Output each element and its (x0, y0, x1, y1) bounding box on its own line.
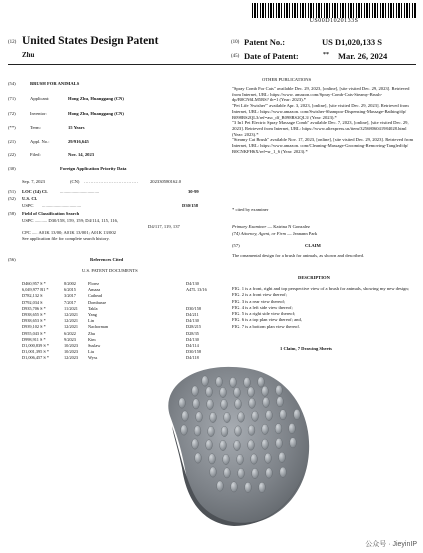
inventor-name: Zhu (22, 51, 35, 59)
reference-name: Takla (88, 305, 98, 311)
reference-name: Liu (88, 349, 94, 355)
publication-entry: "3 In1 Pet Electric Spray Massage Comb" available Dec. 7, 2023, [online], [site visited Dec. 29, 2023]. Retrieved from Internet, URL: https://www.aliexpress.us/item/3256806041984028.html (Year: 2023).* (232, 120, 409, 137)
attorney-label: (74) Attorney, Agent, or Firm (232, 231, 286, 236)
claim-count: 1 Claim, 7 Drawing Sheets (280, 346, 332, 351)
bristle (208, 426, 215, 436)
publication-entry: "Steamy Cat Brush" available Nov. 17, 2023, [online], [site visited Dec. 29, 2023]. Retrieved from Internet, URL: https://www.amazon. com/Cleaning-Massage-Grooming-Removing-Tangled/dp/ B0CNKFH6X/ref=sr_1_6 (Year: 2023).* (232, 137, 414, 154)
field-value: 29/916,645 (68, 139, 89, 144)
reference-date: 11/2021 (64, 305, 78, 311)
field-value: BRUSH FOR ANIMALS (30, 81, 80, 86)
examiner-name: — Katrina N Gonzalez (267, 224, 310, 229)
reference-num: D1,006,457 S * (22, 355, 49, 361)
reference-date: 7/2017 (64, 299, 76, 305)
field-row (8, 96, 124, 102)
reference-date: 9/2023 (64, 336, 76, 342)
reference-cls: D4/211 (186, 312, 199, 317)
reference-num: D955,043 S * (22, 330, 46, 336)
bristle (209, 454, 216, 464)
field-code: (72) (8, 111, 16, 116)
bristle (259, 482, 266, 492)
bristle (235, 426, 242, 436)
reference-name: Nachorman (88, 324, 109, 330)
bristle (202, 376, 209, 386)
bristle (224, 468, 231, 478)
loc-label: LOC (14) Cl. (22, 189, 48, 194)
reference-cls: D4/130 (186, 318, 199, 324)
reference-name: Amaza (88, 287, 101, 293)
bristle (224, 412, 231, 422)
examiner-line (232, 224, 310, 230)
bristle (223, 454, 230, 464)
search-line-4: See application file for complete search history. (22, 236, 110, 241)
patent-date: Mar. 26, 2024 (338, 51, 388, 61)
bristle (194, 426, 201, 436)
reference-date: 6/2022 (64, 330, 76, 336)
reference-name: Lin (88, 318, 94, 324)
field-row (8, 111, 124, 117)
reference-name: Zhu (88, 330, 95, 336)
search-line-2: D4/117, 119, 137 (148, 224, 180, 229)
uscl-dots: .................................. (42, 203, 82, 208)
search-line-1: USPC ........... D30/158, 159, 159; D4/114, 115, 116, (22, 218, 119, 223)
field-label: Appl. No.: (30, 139, 50, 144)
refs-subheading: U.S. PATENT DOCUMENTS (82, 268, 138, 273)
claim-code: (57) (232, 243, 240, 248)
attorney-line (232, 231, 317, 237)
field-code: (71) (8, 96, 16, 101)
publication-entry: "Pet Life 'Swisher'" available Apr. 3, 2023, [online], [site visited Dec. 29, 2023]. Retrieved from Internet, URL: https://www.amazon. com/Swisher-Shampoo-Dispensing-Massage-Bathing/dp/ B098RS2QL3/ref=asc_df_B098RS2QL3/ (Year: 2023).* (232, 103, 409, 120)
priority-dots: ................................. (84, 179, 139, 184)
reference-date: 12/2021 (64, 312, 79, 317)
reference-num: D938,653 S * (22, 318, 46, 324)
reference-cls: D4/130 (186, 336, 199, 342)
bristle (238, 468, 245, 478)
bristle (237, 454, 244, 464)
field-label: Term: (30, 125, 41, 130)
reference-date: 10/2023 (64, 349, 79, 355)
bristle (193, 399, 200, 409)
bristle (206, 387, 213, 397)
uscl-sub: USPC (22, 203, 34, 208)
reference-num: D1,001,395 S * (22, 349, 49, 355)
reference-name: Kim (88, 336, 96, 342)
bristle (252, 411, 259, 421)
reference-num: D1,000,839 S * (22, 343, 49, 348)
search-line-3: CPC ..... A01K 13/00; A01K 13/001; A01K 13/002 (22, 230, 116, 235)
bristle (265, 453, 272, 463)
reference-cls: A47L 13/16 (186, 287, 207, 293)
bristle (235, 399, 242, 409)
priority-number: 202330580162.0 (150, 179, 182, 184)
bristle (248, 387, 255, 397)
field-label: Inventor: (30, 111, 47, 116)
bristle (221, 426, 228, 436)
claim-heading: CLAIM (305, 243, 321, 248)
field-row (8, 125, 85, 131)
uscl-label: U.S. Cl. (22, 196, 38, 201)
search-code: (58) (8, 211, 16, 216)
bristle (266, 410, 273, 420)
attorney-name: — Jeanann Park (287, 231, 318, 236)
code-45: (45) (231, 54, 240, 59)
field-row (8, 139, 89, 145)
patent-number: US D1,020,133 S (322, 37, 382, 47)
reference-cls: D28/35 (186, 330, 199, 336)
bristle (289, 423, 296, 433)
bristle (280, 467, 287, 477)
bristle (210, 412, 217, 422)
field-code: (22) (8, 152, 16, 157)
other-publications-heading: OTHER PUBLICATIONS (262, 77, 312, 82)
bristle (238, 412, 245, 422)
bristle (266, 468, 273, 478)
bristle (262, 439, 269, 449)
reference-date: 8/2002 (64, 281, 76, 286)
brush-illustration (150, 356, 320, 530)
refs-code: (56) (8, 257, 16, 262)
document-title: United States Design Patent (22, 35, 159, 47)
bristle (275, 423, 282, 433)
reference-num: D998,911 S * (22, 336, 46, 342)
bristle (192, 439, 199, 449)
bristle (192, 386, 199, 396)
barcode-number: US00D1020133S (309, 18, 359, 24)
bristle (220, 440, 227, 450)
field-value: Nov. 14, 2023 (68, 152, 95, 157)
bristle (263, 397, 270, 407)
date-marker: ** (323, 52, 329, 58)
bristle (262, 386, 269, 396)
priority-code: (30) (8, 166, 16, 171)
field-code: (21) (8, 139, 16, 144)
priority-country: (CN) (70, 179, 80, 184)
bristle (234, 440, 241, 450)
field-row (8, 152, 94, 158)
field-label: Filed: (30, 152, 41, 157)
bristle (220, 387, 227, 397)
bristle (221, 399, 228, 409)
figure-description: FIG. 4 is a left side view thereof; (232, 304, 293, 310)
reference-date: 12/2021 (64, 318, 79, 324)
bristle (252, 468, 259, 478)
publication-entry: "Spray Comb For Cats" available Dec. 29, 2023, [online], [site visited Dec. 29, 2023]. Retrieved from Internet, URL: https://www. amazon.com/Spray-Comb-Cats-Steamy-Brush-dp/B0CN6LM5RS? th=1 (Year: 2023).* (232, 86, 410, 103)
priority-date: Sep. 7, 2023 (22, 179, 45, 184)
bristle (216, 377, 223, 387)
reference-date: 10/2023 (64, 343, 79, 348)
reference-cls: D4/114 (186, 343, 199, 348)
code-12: (12) (8, 40, 17, 45)
bristle (248, 425, 255, 435)
bristle (181, 425, 188, 435)
reference-date: 12/2021 (64, 324, 79, 330)
figure-description: FIG. 5 is a right side view thereof; (232, 311, 296, 317)
reference-name: Wyss (88, 355, 98, 361)
bristle (231, 482, 238, 492)
bristle (179, 398, 186, 408)
description-list (232, 286, 415, 329)
reference-name: Cathead (88, 293, 103, 299)
cited-by-examiner: * cited by examiner (232, 207, 269, 212)
bristle (248, 440, 255, 450)
reference-num: D935,706 S * (22, 305, 46, 311)
claim-text: The ornamental design for a brush for animals, as shown and described. (232, 253, 365, 258)
figure-description: FIG. 3 is a rear view thereof; (232, 298, 286, 304)
field-value: Hong Zhu, Huanggang (CN) (68, 96, 124, 101)
figure-description: FIG. 7 is a bottom plan view thereof. (232, 323, 301, 329)
bristle (262, 424, 269, 434)
bristle (294, 409, 301, 419)
field-value: Hong Zhu, Huanggang (CN) (68, 111, 124, 116)
reference-num: D792,034 S (22, 299, 43, 305)
field-code: (**) (8, 125, 16, 130)
bristle (195, 453, 202, 463)
reference-num: D782,132 S (22, 293, 43, 299)
reference-num: D939,102 S * (22, 324, 46, 330)
reference-date: 6/2015 (64, 287, 76, 293)
bristle (206, 440, 213, 450)
bristle (280, 409, 287, 419)
uscl-code: (52) (8, 196, 16, 201)
bristle (244, 377, 251, 387)
reference-cls: D4/130 (186, 281, 199, 286)
figure-description: FIG. 1 is a front, right and top perspective view of a brush for animals, showing my new design; (232, 286, 409, 291)
bristle (277, 396, 284, 406)
bristle (290, 437, 297, 447)
date-of-patent-label: Date of Patent: (244, 51, 299, 61)
reference-name: Florez (88, 281, 99, 286)
reference-name: Suslaw (88, 343, 101, 348)
watermark: 公众号 · JieyinIP (365, 541, 417, 548)
refs-heading: References Cited (90, 257, 124, 262)
reference-date: 3/2017 (64, 293, 76, 299)
code-10: (10) (231, 40, 240, 45)
barcode (252, 3, 416, 18)
bristle (276, 438, 283, 448)
field-label: Applicant: (30, 96, 50, 101)
reference-cls: D28/215 (186, 324, 202, 330)
other-publications-list (232, 86, 415, 154)
reference-num: 6,049,977 B1 * (22, 287, 49, 293)
bristle (245, 482, 252, 492)
search-heading: Field of Classification Search (22, 211, 80, 216)
examiner-label: Primary Examiner (232, 224, 267, 229)
loc-dots: .................................. (60, 189, 100, 194)
bristle (279, 452, 286, 462)
figure-description: FIG. 6 is a top plan view thereof; and, (232, 317, 302, 323)
reference-num: D460,957 S * (22, 281, 46, 286)
bristle (251, 454, 258, 464)
reference-cls: D30/158 (186, 305, 202, 311)
bristle (196, 412, 203, 422)
bristle (234, 387, 241, 397)
reference-cls: D4/118 (186, 355, 199, 361)
bristle (249, 398, 256, 408)
patent-no-label: Patent No.: (244, 37, 286, 47)
header-divider (8, 64, 416, 65)
uscl-value: D30/158 (182, 203, 199, 208)
reference-name: Dombusse (88, 299, 107, 305)
reference-num: D938,655 S * (22, 312, 46, 317)
reference-cls: D30/158 (186, 349, 202, 355)
field-value: 15 Years (68, 125, 85, 130)
bristle (182, 411, 189, 421)
bristle (207, 399, 214, 409)
bristle (230, 377, 237, 387)
priority-heading: Foreign Application Priority Data (60, 166, 127, 171)
figure-description: FIG. 2 is a front view thereof; (232, 292, 287, 298)
bristle (258, 377, 265, 387)
reference-date: 12/2023 (64, 355, 79, 361)
bristle (210, 467, 217, 477)
loc-value: 30-99 (188, 189, 199, 194)
bristle (276, 385, 283, 395)
reference-name: Yang (88, 312, 97, 317)
description-heading: DESCRIPTION (298, 275, 330, 280)
field-code: (54) (8, 81, 16, 86)
loc-code: (51) (8, 189, 16, 194)
field-row (8, 81, 79, 87)
bristle (217, 481, 224, 491)
